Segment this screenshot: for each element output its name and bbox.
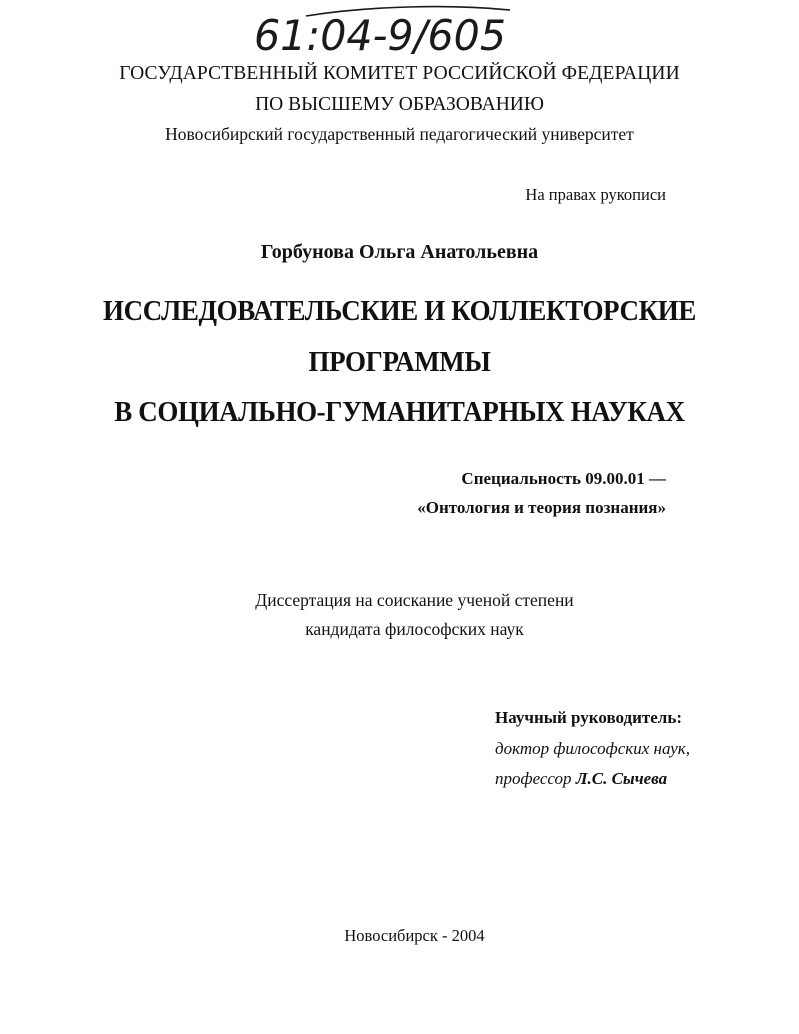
supervisor-degree: доктор философских наук, — [495, 739, 690, 758]
archive-number-text: 61:04-9/605 — [254, 11, 506, 60]
rights-note: На правах рукописи — [525, 185, 666, 204]
city-year: Новосибирск - 2004 — [344, 926, 485, 945]
specialty-code: Специальность 09.00.01 — — [461, 469, 666, 488]
supervisor-name: Л.С. Сычева — [575, 769, 668, 788]
committee-line-2: ПО ВЫСШЕМУ ОБРАЗОВАНИЮ — [255, 94, 544, 115]
university-name: Новосибирский государственный педагогический университет — [165, 124, 634, 144]
title-line-1: ИССЛЕДОВАТЕЛЬСКИЕ И КОЛЛЕКТОРСКИЕ — [102, 295, 697, 327]
author-name: Горбунова Ольга Анатольевна — [260, 241, 539, 263]
supervisor-label: Научный руководитель: — [495, 708, 682, 727]
supervisor-title — [495, 769, 667, 789]
supervisor-title-prefix: профессор — [495, 769, 576, 788]
handwritten-archive-number — [248, 0, 518, 62]
title-line-2: ПРОГРАММЫ — [308, 346, 491, 378]
specialty-name: «Онтология и теория познания» — [417, 498, 666, 517]
committee-line-1: ГОСУДАРСТВЕННЫЙ КОМИТЕТ РОССИЙСКОЙ ФЕДЕРАЦИИ — [119, 63, 680, 84]
title-line-3: В СОЦИАЛЬНО-ГУМАНИТАРНЫХ НАУКАХ — [114, 396, 685, 428]
dissertation-line-1: Диссертация на соискание ученой степени — [255, 590, 574, 610]
dissertation-line-2: кандидата философских наук — [305, 619, 524, 639]
